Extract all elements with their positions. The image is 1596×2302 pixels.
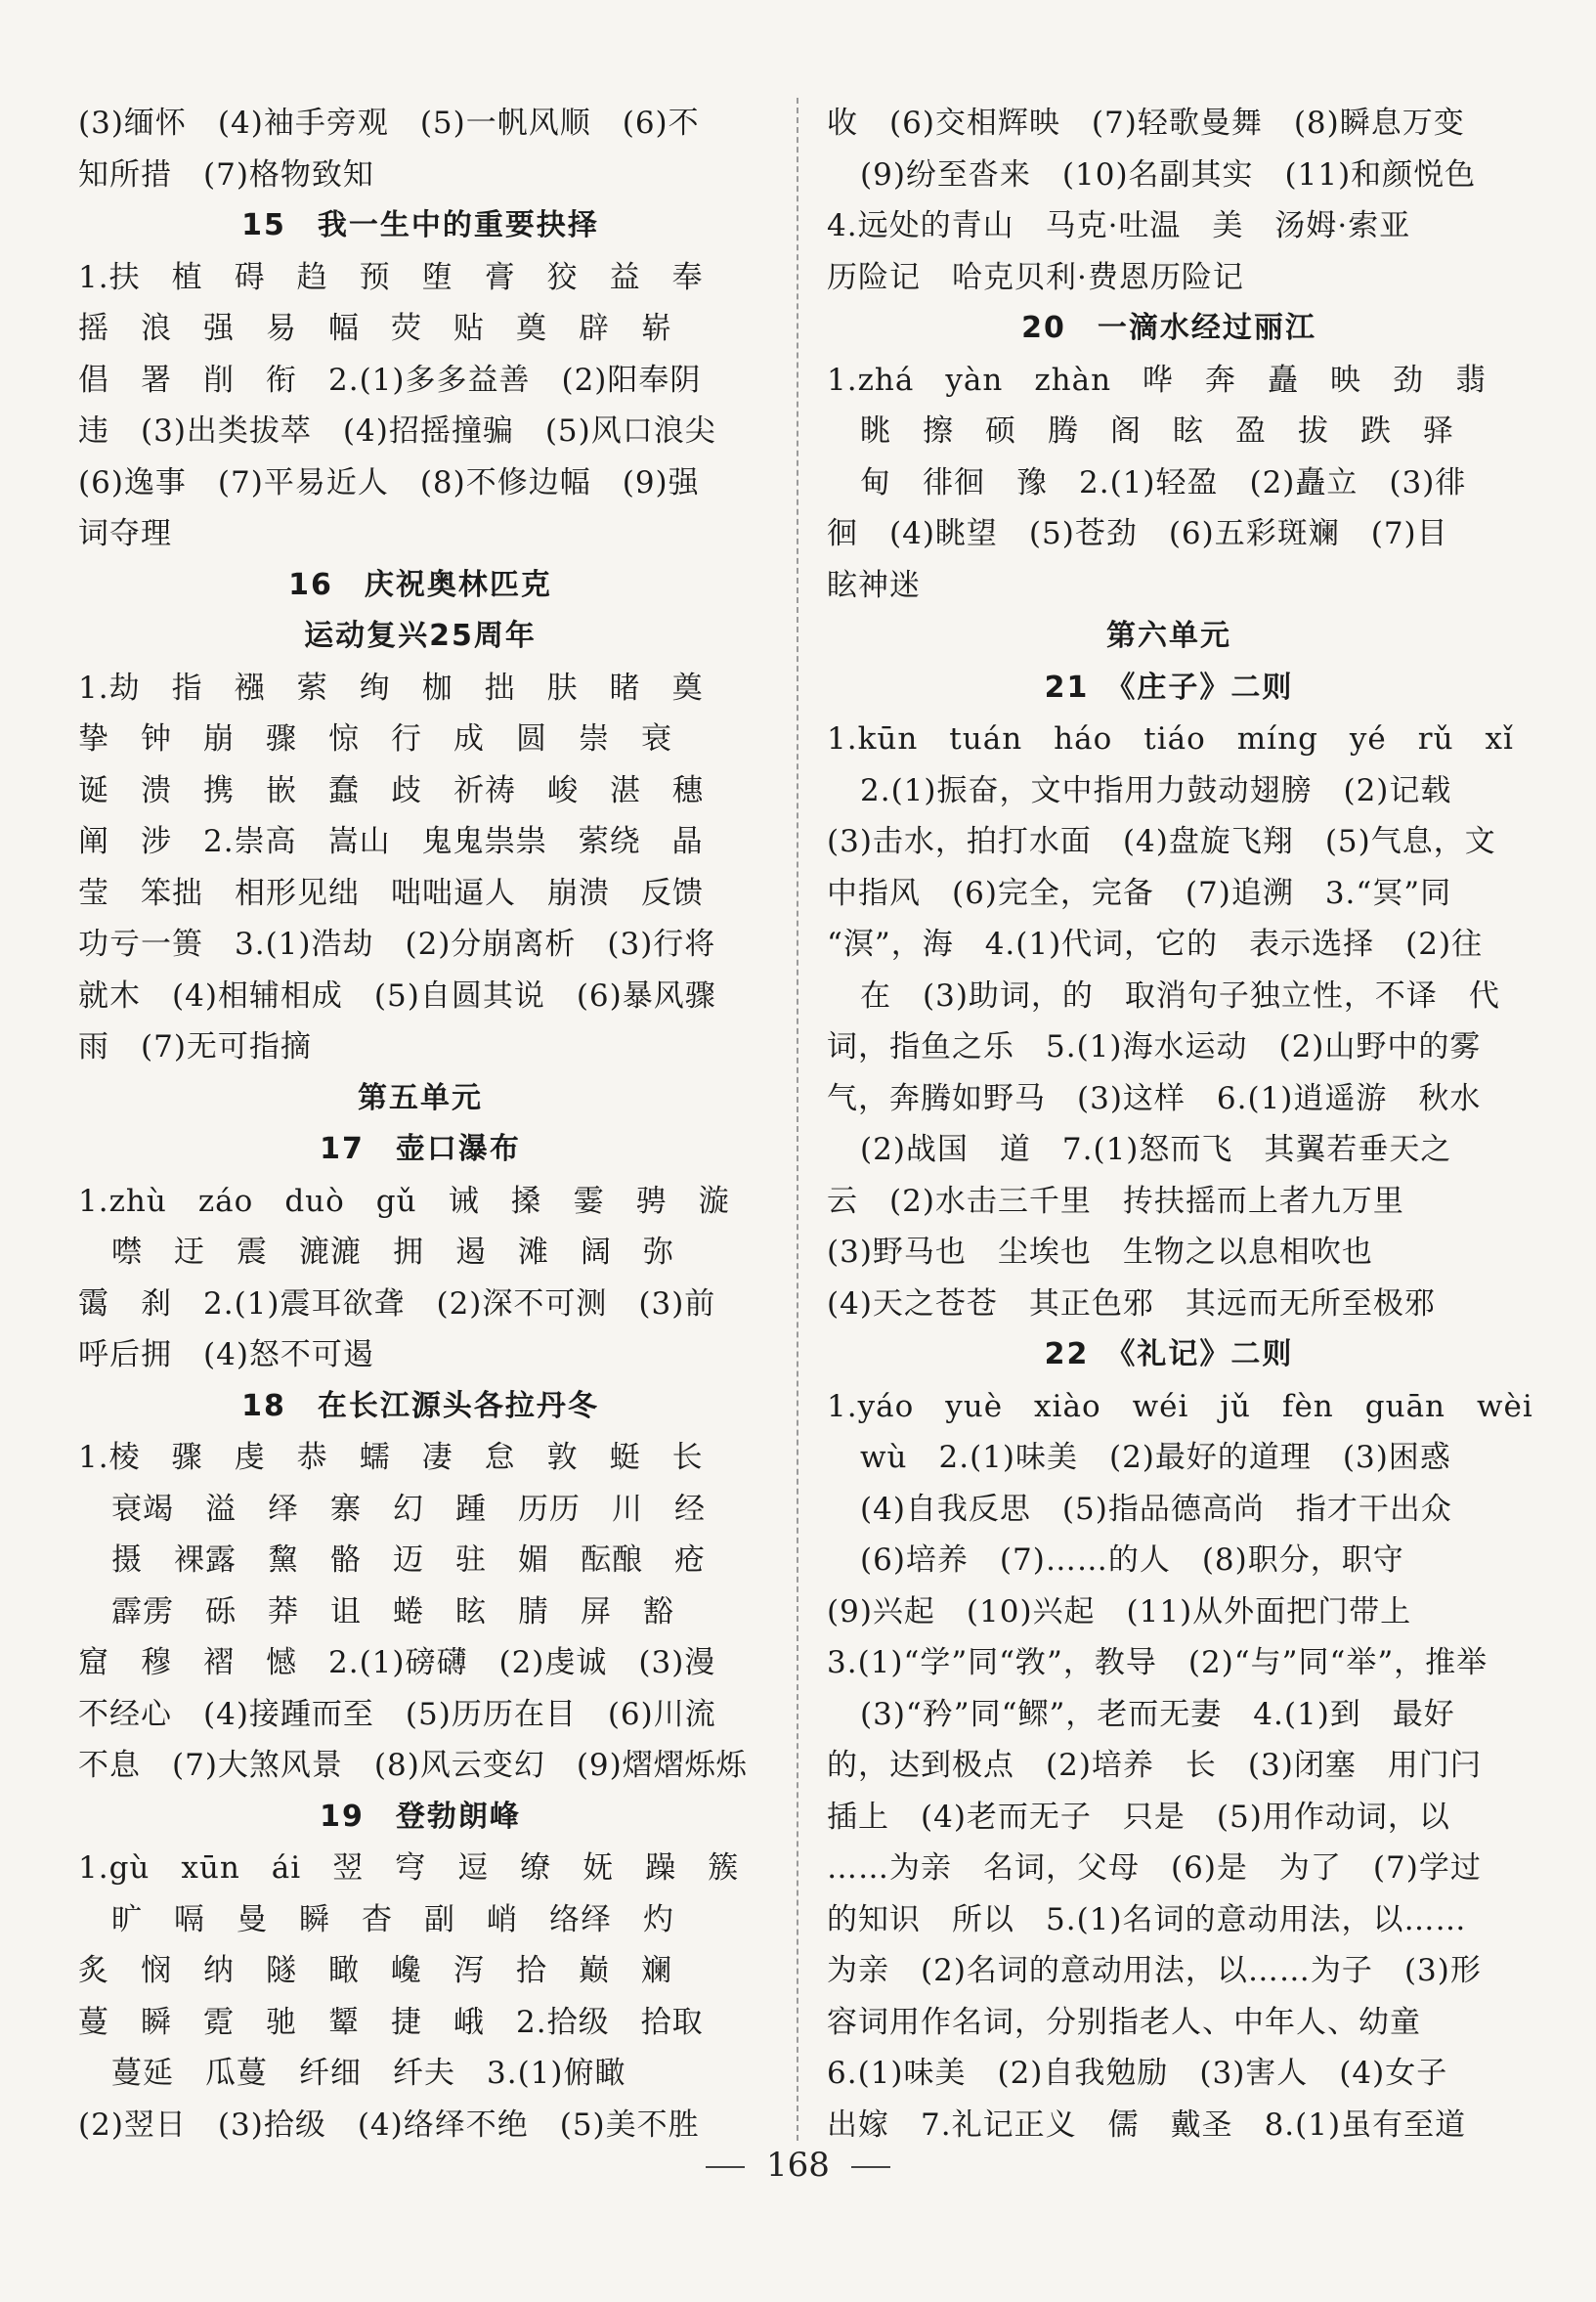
answer-line: 就木 (4)相辅相成 (5)自圆其说 (6)暴风骤 <box>78 977 716 1014</box>
answer-line: 蔓 瞬 霓 驰 颦 捷 峨 2.拾级 拾取 <box>78 2004 704 2040</box>
answer-line: 不经心 (4)接踵而至 (5)历历在目 (6)川流 <box>78 1696 716 1732</box>
footer-dash-left <box>706 2166 745 2168</box>
page-number: 168 <box>766 2146 830 2185</box>
answer-line: 2.(1)振奋，文中指用力鼓动翅膀 (2)记载 <box>860 772 1452 808</box>
answer-line: 甸 徘徊 豫 2.(1)轻盈 (2)矗立 (3)徘 <box>860 464 1467 500</box>
answer-line: wù 2.(1)味美 (2)最好的道理 (3)困惑 <box>860 1440 1451 1475</box>
answer-line: (4)自我反思 (5)指品德高尚 指才干出众 <box>860 1491 1452 1527</box>
answer-line: 词夺理 <box>78 516 172 551</box>
answer-line: 云 (2)水击三千里 抟扶摇而上者九万里 <box>827 1183 1404 1219</box>
answer-line: 窟 穆 褶 憾 2.(1)磅礴 (2)虔诚 (3)漫 <box>78 1645 716 1680</box>
answer-line: 噤 迂 震 漉漉 拥 遏 滩 阔 弥 <box>111 1235 674 1270</box>
answer-line: (3)缅怀 (4)袖手旁观 (5)一帆风顺 (6)不 <box>78 106 700 141</box>
right-column <box>827 98 1533 2150</box>
answer-line: 蔓延 瓜蔓 纤细 纤夫 3.(1)俯瞰 <box>111 2056 626 2091</box>
section-heading: 第五单元 <box>358 1080 483 1115</box>
left-column <box>78 98 762 2150</box>
section-heading: 15 我一生中的重要抉择 <box>241 208 599 242</box>
answer-line: (3)野马也 尘埃也 生物之以息相吹也 <box>827 1235 1373 1270</box>
answer-line: 眺 擦 硕 腾 阁 眩 盈 拔 跌 驿 <box>860 413 1454 449</box>
answer-line: 4.远处的青山 马克·吐温 美 汤姆·索亚 <box>827 208 1411 243</box>
answer-line: 词，指鱼之乐 5.(1)海水运动 (2)山野中的雾 <box>827 1029 1482 1064</box>
section-heading: 21 《庄子》二则 <box>1044 670 1294 705</box>
section-heading: 22 《礼记》二则 <box>1044 1337 1294 1371</box>
answer-line: 容词用作名词，分别指老人、中年人、幼童 <box>827 2004 1421 2040</box>
column-divider <box>797 98 798 2141</box>
answer-line: (9)兴起 (10)兴起 (11)从外面把门带上 <box>827 1593 1412 1629</box>
section-heading: 19 登勃朗峰 <box>320 1799 521 1834</box>
answer-line: 旷 嗝 曼 瞬 杳 副 峭 络绎 灼 <box>111 1901 674 1937</box>
answer-line: 的知识 所以 5.(1)名词的意动用法，以…… <box>827 1901 1467 1937</box>
section-heading: 20 一滴水经过丽江 <box>1021 311 1316 345</box>
answer-line: 诞 溃 携 嵌 蠢 歧 祈祷 峻 湛 穗 <box>78 772 704 808</box>
answer-line: 1.棱 骤 虔 恭 蠕 凄 怠 敦 蜓 长 <box>78 1440 704 1475</box>
answer-line: 1.yáo yuè xiào wéi jǔ fèn guān wèi <box>827 1388 1533 1424</box>
answer-line: 功亏一篑 3.(1)浩劫 (2)分崩离析 (3)行将 <box>78 927 716 962</box>
answer-line: (6)逸事 (7)平易近人 (8)不修边幅 (9)强 <box>78 464 700 500</box>
answer-line: 炙 悯 纳 隧 瞰 巉 泻 拾 巅 斓 <box>78 1953 672 1988</box>
section-heading: 18 在长江源头各拉丹冬 <box>241 1388 599 1423</box>
answer-line: 眩神迷 <box>827 567 921 603</box>
answer-line: (6)培养 (7)……的人 (8)职分，职守 <box>860 1542 1404 1578</box>
answer-line: 莹 笨拙 相形见绌 咄咄逼人 崩溃 反馈 <box>78 875 704 911</box>
answer-line: 收 (6)交相辉映 (7)轻歌曼舞 (8)瞬息万变 <box>827 106 1465 141</box>
answer-line: 插上 (4)老而无子 只是 (5)用作动词，以 <box>827 1799 1450 1835</box>
answer-line: 衰竭 溢 绎 寨 幻 踵 历历 川 经 <box>111 1491 706 1527</box>
answer-line: 摇 浪 强 易 幅 荧 贴 奠 辟 崭 <box>78 311 672 346</box>
answer-line: 中指风 (6)完全，完备 (7)追溯 3.“冥”同 <box>827 875 1452 911</box>
answer-line: 在 (3)助词，的 取消句子独立性，不译 代 <box>860 977 1500 1014</box>
answer-line: 霭 刹 2.(1)震耳欲聋 (2)深不可测 (3)前 <box>78 1285 716 1322</box>
answer-line: 呼后拥 (4)怒不可遏 <box>78 1337 374 1372</box>
answer-line: (2)翌日 (3)拾级 (4)络绎不绝 (5)美不胜 <box>78 2107 700 2143</box>
answer-line: 摄 裸露 黧 骼 迈 驻 媚 酝酿 疮 <box>111 1542 706 1578</box>
answer-line: 违 (3)出类拔萃 (4)招摇撞骗 (5)风口浪尖 <box>78 413 716 449</box>
answer-line: 不息 (7)大煞风景 (8)风云变幻 (9)熠熠烁烁 <box>78 1748 748 1783</box>
answer-line: 挚 钟 崩 骤 惊 行 成 圆 崇 衰 <box>78 721 672 757</box>
answer-line: 1.kūn tuán háo tiáo míng yé rǔ xǐ <box>827 721 1514 757</box>
answer-line: (3)“矜”同“鳏”，老而无妻 4.(1)到 最好 <box>860 1696 1455 1732</box>
answer-line: 雨 (7)无可指摘 <box>78 1029 312 1064</box>
answer-line: (2)战国 道 7.(1)怒而飞 其翼若垂天之 <box>860 1132 1452 1167</box>
answer-line: (9)纷至沓来 (10)名副其实 (11)和颜悦色 <box>860 156 1477 193</box>
section-heading: 运动复兴25周年 <box>304 619 537 653</box>
section-heading: 第六单元 <box>1106 619 1231 653</box>
section-heading: 17 壶口瀑布 <box>320 1132 521 1166</box>
answer-line: 的，达到极点 (2)培养 长 (3)闭塞 用门闩 <box>827 1748 1482 1783</box>
answer-line: 6.(1)味美 (2)自我勉励 (3)害人 (4)女子 <box>827 2056 1448 2091</box>
answer-line: 1.扶 植 碍 趋 预 堕 膏 狡 益 奉 <box>78 259 704 295</box>
answer-line: 为亲 (2)名词的意动用法，以……为子 (3)形 <box>827 1953 1482 1988</box>
answer-line: 霹雳 砾 莽 诅 蜷 眩 腈 屏 豁 <box>111 1593 674 1629</box>
footer-dash-right <box>851 2166 890 2168</box>
answer-line: 阐 涉 2.崇高 嵩山 鬼鬼祟祟 萦绕 晶 <box>78 824 704 859</box>
answer-line: 1.zhù záo duò gǔ 诫 搡 霎 骋 漩 <box>78 1183 730 1219</box>
answer-line: 倡 署 削 衔 2.(1)多多益善 (2)阳奉阴 <box>78 362 702 398</box>
answer-line: 徊 (4)眺望 (5)苍劲 (6)五彩斑斓 (7)目 <box>827 516 1448 551</box>
answer-line: 历险记 哈克贝利·费恩历险记 <box>827 259 1244 295</box>
answer-line: 知所措 (7)格物致知 <box>78 156 374 193</box>
answer-line: 出嫁 7.礼记正义 儒 戴圣 8.(1)虽有至道 <box>827 2107 1467 2143</box>
answer-line: 1.zhá yàn zhàn 哗 奔 矗 映 劲 翡 <box>827 362 1488 398</box>
answer-line: ……为亲 名词，父母 (6)是 为了 (7)学过 <box>827 1850 1482 1886</box>
answer-line: (4)天之苍苍 其正色邪 其远而无所至极邪 <box>827 1285 1436 1322</box>
answer-line: “溟”，海 4.(1)代词，它的 表示选择 (2)往 <box>827 927 1484 962</box>
answer-line: (3)击水，拍打水面 (4)盘旋飞翔 (5)气息，文 <box>827 824 1496 859</box>
answer-line: 气，奔腾如野马 (3)这样 6.(1)逍遥游 秋水 <box>827 1080 1482 1116</box>
answer-line: 1.劫 指 襁 萦 绚 枷 拙 肤 睹 奠 <box>78 670 704 706</box>
answer-line: 1.gù xūn ái 翌 穹 逗 缭 妩 躁 簇 <box>78 1850 740 1886</box>
section-heading: 16 庆祝奥林匹克 <box>288 567 552 602</box>
page-footer <box>0 2146 1596 2185</box>
answer-line: 3.(1)“学”同“敩”，教导 (2)“与”同“举”，推举 <box>827 1645 1488 1680</box>
